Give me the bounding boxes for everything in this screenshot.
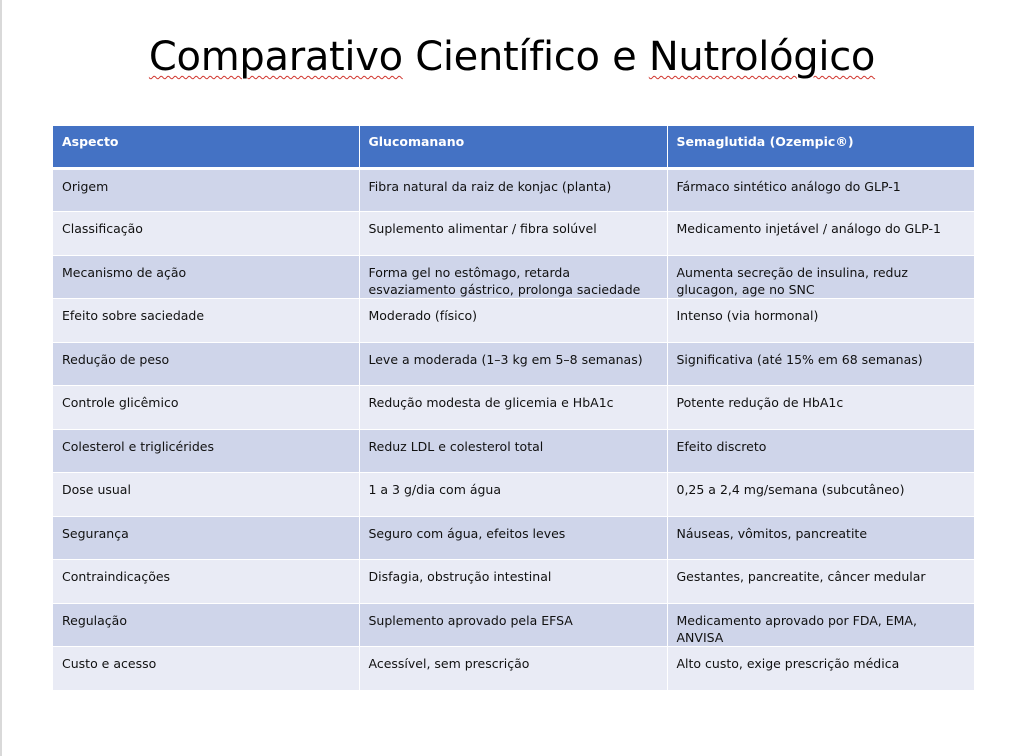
cell-aspecto: Origem	[53, 168, 359, 212]
cell-glucomanano: Fibra natural da raiz de konjac (planta)	[359, 168, 667, 212]
header-semaglutida: Semaglutida (Ozempic®)	[667, 126, 974, 168]
cell-glucomanano: Moderado (físico)	[359, 299, 667, 343]
table-row	[53, 560, 974, 604]
table-row	[53, 255, 974, 299]
table-row	[53, 386, 974, 430]
cell-aspecto: Colesterol e triglicérides	[53, 429, 359, 473]
cell-aspecto: Dose usual	[53, 473, 359, 517]
comparison-table	[53, 126, 974, 691]
cell-glucomanano: Suplemento aprovado pela EFSA	[359, 603, 667, 647]
cell-glucomanano: Seguro com água, efeitos leves	[359, 516, 667, 560]
cell-semaglutida: Significativa (até 15% em 68 semanas)	[667, 342, 974, 386]
table-row	[53, 603, 974, 647]
cell-semaglutida: Potente redução de HbA1c	[667, 386, 974, 430]
cell-glucomanano: Acessível, sem prescrição	[359, 647, 667, 691]
slide-title	[0, 34, 1024, 80]
cell-aspecto: Redução de peso	[53, 342, 359, 386]
cell-glucomanano: Reduz LDL e colesterol total	[359, 429, 667, 473]
cell-semaglutida: Aumenta secreção de insulina, reduz glucagon, age no SNC	[667, 255, 974, 299]
header-aspecto: Aspecto	[53, 126, 359, 168]
cell-glucomanano: Disfagia, obstrução intestinal	[359, 560, 667, 604]
table-row	[53, 647, 974, 691]
cell-semaglutida: Fármaco sintético análogo do GLP-1	[667, 168, 974, 212]
cell-aspecto: Segurança	[53, 516, 359, 560]
table-row	[53, 429, 974, 473]
cell-aspecto: Custo e acesso	[53, 647, 359, 691]
cell-aspecto: Regulação	[53, 603, 359, 647]
cell-glucomanano: Redução modesta de glicemia e HbA1c	[359, 386, 667, 430]
cell-glucomanano: Forma gel no estômago, retarda esvaziamento gástrico, prolonga saciedade	[359, 255, 667, 299]
cell-semaglutida: Gestantes, pancreatite, câncer medular	[667, 560, 974, 604]
table-row	[53, 299, 974, 343]
table-row	[53, 342, 974, 386]
cell-glucomanano: 1 a 3 g/dia com água	[359, 473, 667, 517]
table-row	[53, 212, 974, 256]
cell-glucomanano: Suplemento alimentar / fibra solúvel	[359, 212, 667, 256]
cell-aspecto: Contraindicações	[53, 560, 359, 604]
title-word-1: Comparativo	[148, 34, 403, 80]
title-word-2: Científico e	[402, 34, 649, 80]
table-header-row	[53, 126, 974, 168]
cell-semaglutida: Náuseas, vômitos, pancreatite	[667, 516, 974, 560]
table-row	[53, 516, 974, 560]
cell-semaglutida: 0,25 a 2,4 mg/semana (subcutâneo)	[667, 473, 974, 517]
cell-semaglutida: Medicamento injetável / análogo do GLP-1	[667, 212, 974, 256]
cell-semaglutida: Intenso (via hormonal)	[667, 299, 974, 343]
cell-aspecto: Efeito sobre saciedade	[53, 299, 359, 343]
table-row	[53, 168, 974, 212]
header-glucomanano: Glucomanano	[359, 126, 667, 168]
cell-aspecto: Controle glicêmico	[53, 386, 359, 430]
cell-semaglutida: Efeito discreto	[667, 429, 974, 473]
cell-semaglutida: Alto custo, exige prescrição médica	[667, 647, 974, 691]
slide-left-border	[0, 0, 2, 756]
cell-aspecto: Classificação	[53, 212, 359, 256]
cell-aspecto: Mecanismo de ação	[53, 255, 359, 299]
table-row	[53, 473, 974, 517]
cell-semaglutida: Medicamento aprovado por FDA, EMA, ANVISA	[667, 603, 974, 647]
cell-glucomanano: Leve a moderada (1–3 kg em 5–8 semanas)	[359, 342, 667, 386]
title-word-3: Nutrológico	[648, 34, 876, 80]
